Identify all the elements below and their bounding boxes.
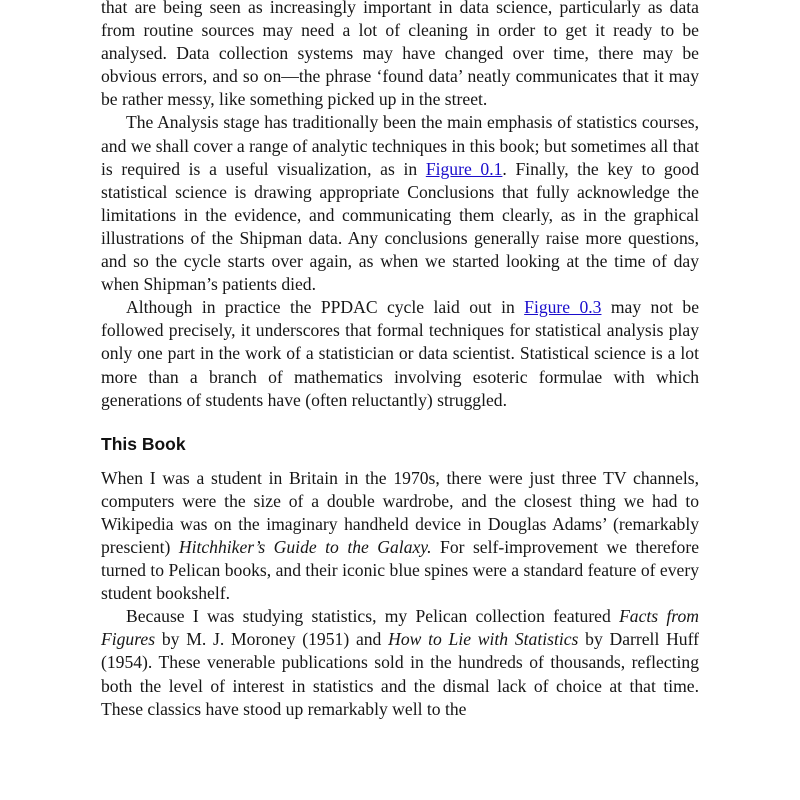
pelican-text-rest: by Darrell Huff (1954). These venerable publications sold in the hundreds of thousands, reflecting both the level of interest in statistics and the dismal lack of choice at that time. These classics have stood up remarkably well to the — [101, 629, 699, 719]
hitchhikers-guide-title: Hitchhiker’s Guide to the Galaxy. — [178, 536, 432, 557]
pelican-text-intro: Because I was studying statistics, my Pelican collection featured — [126, 606, 620, 627]
analysis-paragraph — [101, 111, 699, 296]
figure-0-3-link[interactable]: Figure 0.3 — [524, 297, 602, 318]
figure-0-1-link[interactable]: Figure 0.1 — [425, 158, 503, 179]
ppdac-text-end: may not be followed precisely, it underscores that formal techniques for statistical analysis play only one part in the work of a statistician or data scientist. Statistical science is a lot more than a branch of mathematics involving esoteric formulae with which generations of students have (often reluctantly) struggled. — [101, 297, 699, 410]
analysis-text-end: . Finally, the key to good statistical science is drawing appropriate Conclusions that fully acknowledge the limitations in the evidence, and communicating them clearly, as in the graphical illustrations of the Shipman data. Any conclusions generally raise more questions, and so the cycle starts over again, as when we started looking at the time of day when Shipman’s patients died. — [101, 158, 700, 295]
pelican-text-author: by M. J. Moroney (1951) and — [155, 629, 389, 650]
student-text-end: For self-improvement we therefore turned to Pelican books, and their iconic blue spines were a standard feature of every student bookshelf. — [101, 536, 700, 604]
section-heading: This Book — [101, 433, 186, 454]
ppdac-paragraph — [101, 296, 699, 411]
ppdac-text-start: Although in practice the PPDAC cycle laid out in — [126, 297, 525, 318]
pelican-paragraph — [101, 605, 699, 720]
intro-paragraph — [101, 0, 699, 111]
student-text-start: When I was a student in Britain in the 1970s, there were just three TV channels, computers were the size of a double wardrobe, and the closest thing we had to Wikipedia was on the imaginary handheld device in Douglas Adams’ (remarkably prescient) — [101, 467, 699, 557]
intro-paragraph-text: that are being seen as increasingly important in data science, particularly as data from routine sources may need a lot of cleaning in order to get it ready to be analysed. Data collection systems may have changed over time, there may be obvious errors, and so on—the phrase ‘found data’ neatly communicates that it may be rather messy, like something picked up in the street. — [101, 0, 699, 110]
facts-from-figures-title: Facts from Figures — [101, 606, 699, 650]
book-page — [101, 0, 699, 721]
how-to-lie-title: How to Lie with Statistics — [388, 629, 579, 650]
analysis-text-start: The Analysis stage has traditionally been the main emphasis of statistics courses, and we shall cover a range of analytic techniques in this book; but sometimes all that is required is a useful visualization, as in — [101, 112, 699, 179]
student-paragraph — [101, 467, 699, 606]
